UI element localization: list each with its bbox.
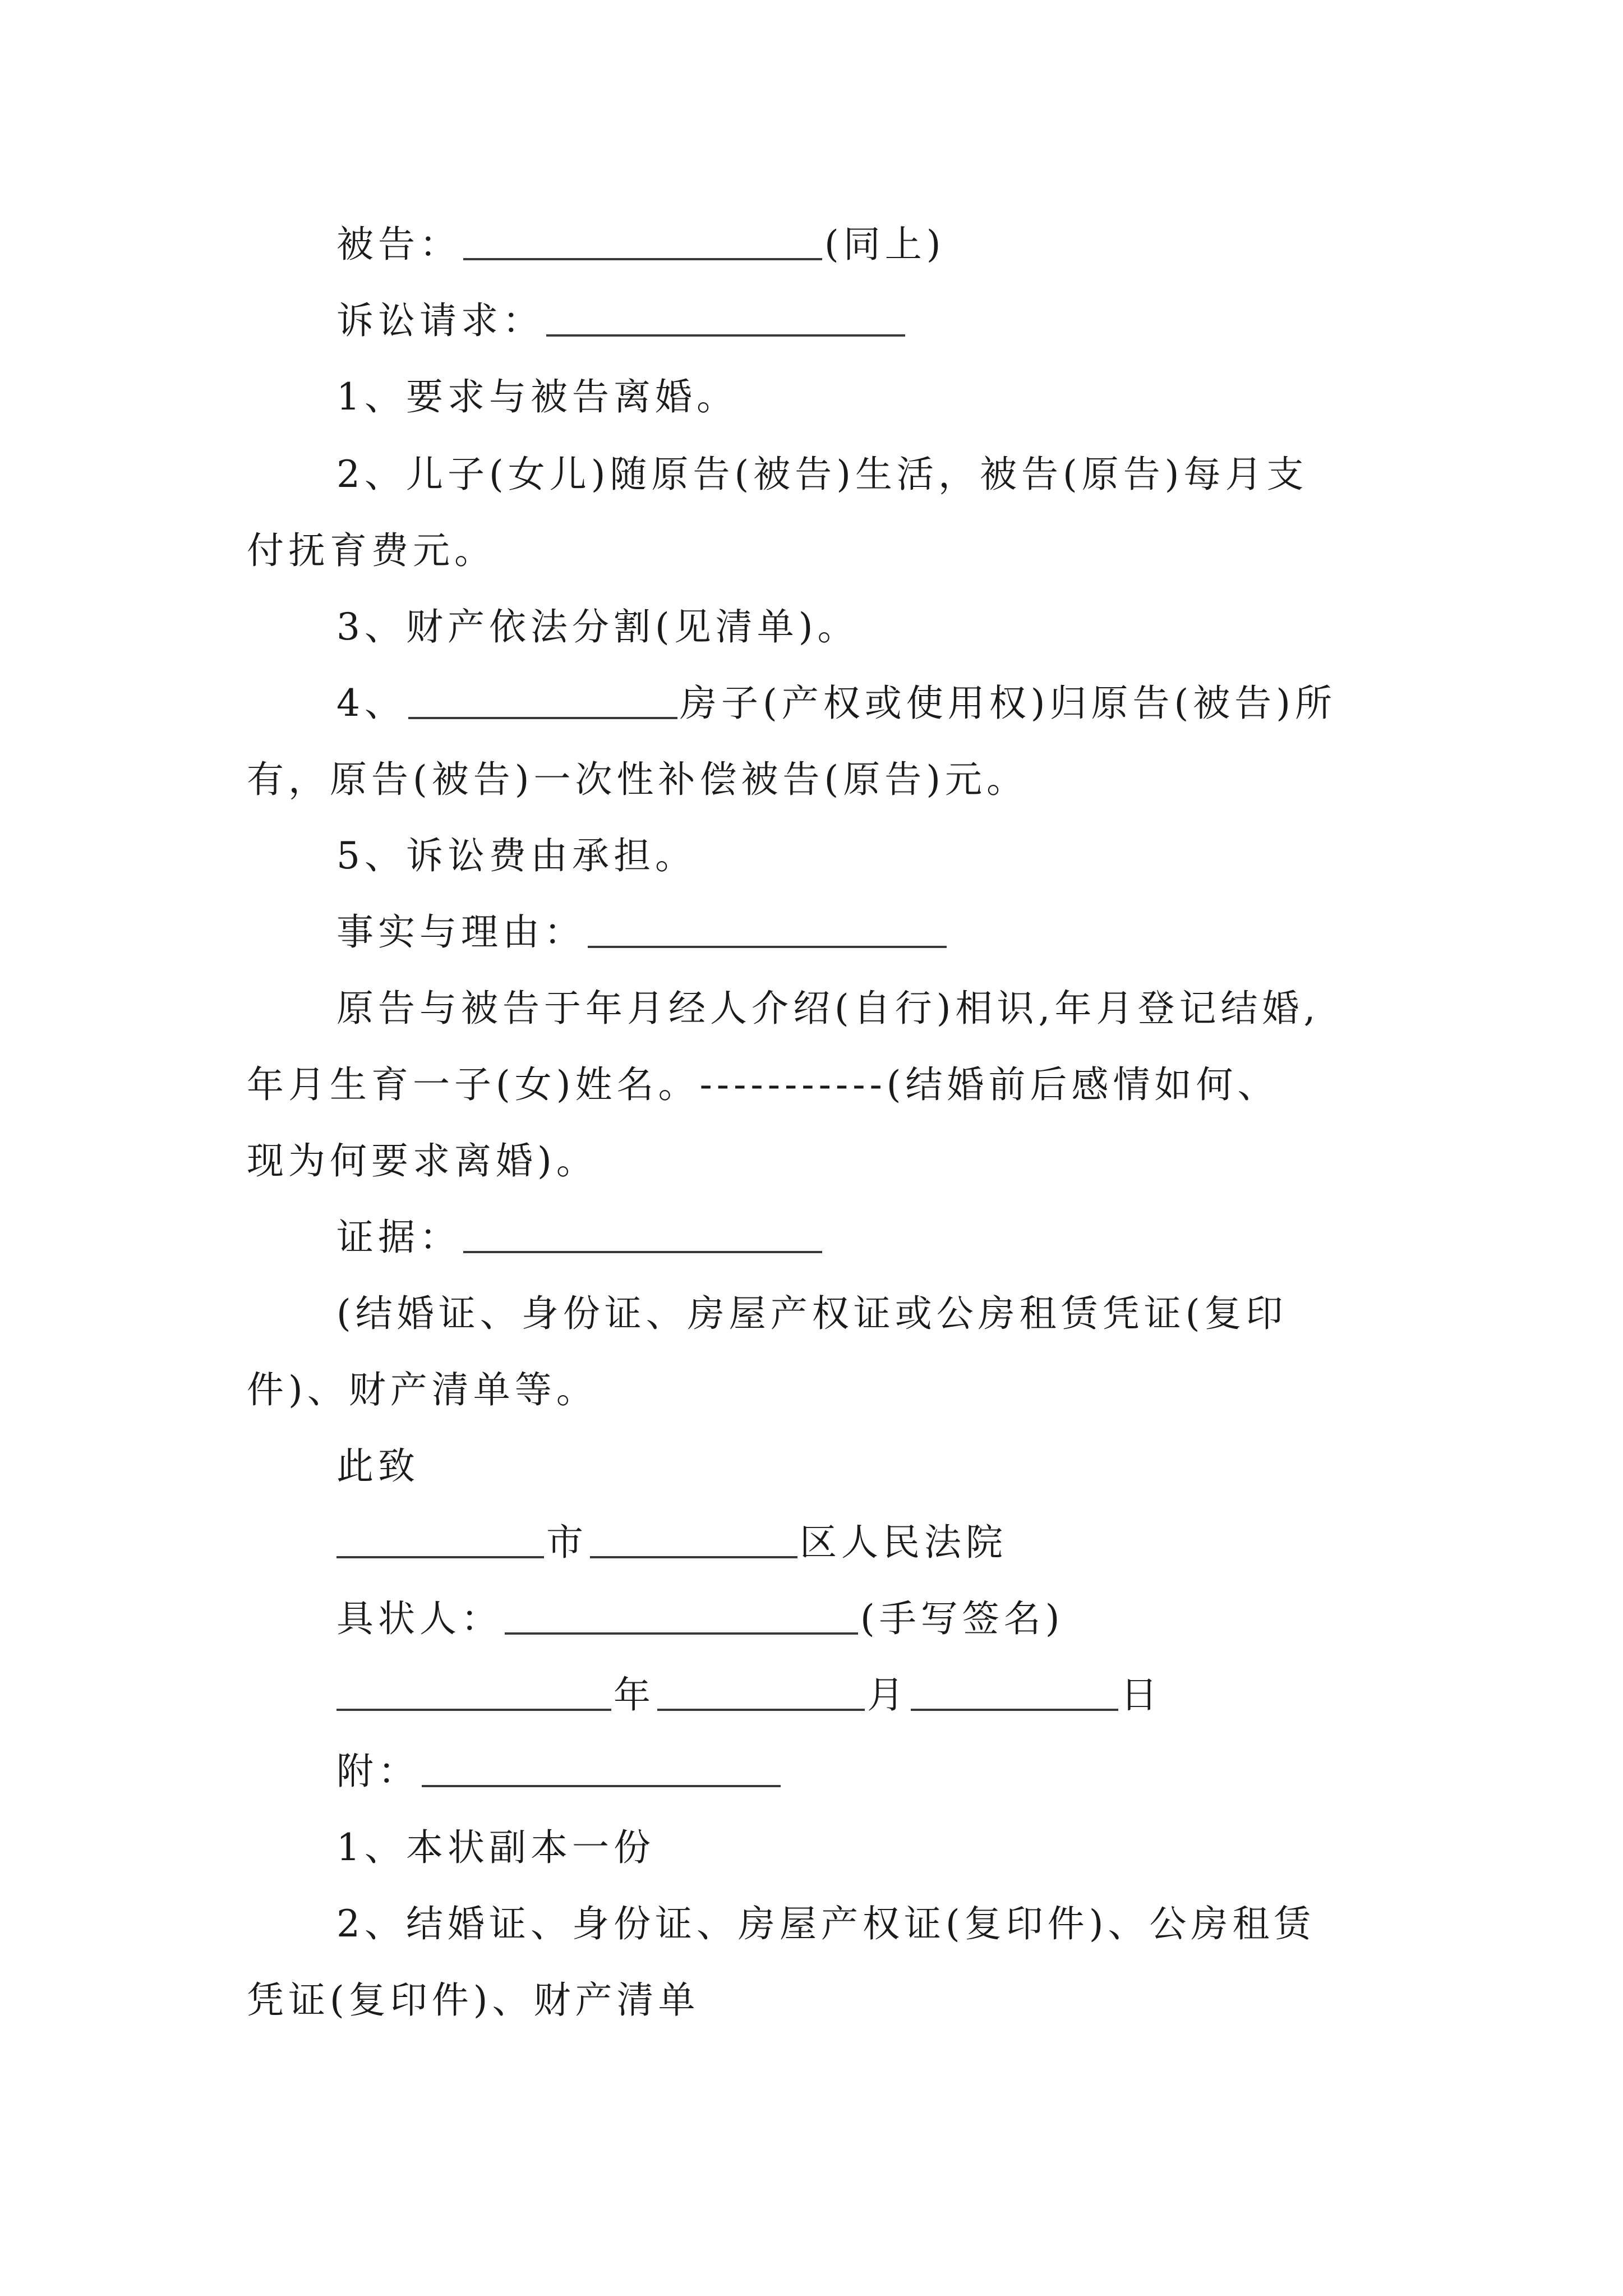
- month-blank: [657, 1709, 865, 1711]
- day-blank: [911, 1709, 1118, 1711]
- evidence-heading: [336, 1215, 824, 1260]
- claim-2-line-2: 付抚育费元。: [247, 529, 496, 572]
- claim-2-line-1: [336, 452, 1376, 497]
- defendant-label: 被告：: [336, 223, 461, 266]
- attachment-1: 1、本状副本一份: [336, 1826, 655, 1869]
- claim-4-line-2: 有，原告(被告)一次性补偿被告(原告)元。: [247, 758, 1028, 801]
- claims-blank: [546, 334, 905, 337]
- claims-label: 诉讼请求：: [336, 299, 544, 342]
- date-month-label: 月: [867, 1673, 909, 1717]
- date-day-label: 日: [1121, 1673, 1162, 1717]
- evidence-label: 证据：: [336, 1216, 461, 1259]
- facts-line-2: 年月生育一子(女)姓名。-----------(结婚前后感情如何、: [247, 1063, 1279, 1106]
- defendant-suffix: (同上): [824, 223, 946, 266]
- evidence-blank: [463, 1251, 822, 1253]
- attach-blank: [422, 1785, 781, 1787]
- defendant-line: [336, 222, 946, 267]
- claim-1: 1、要求与被告离婚。: [336, 375, 738, 418]
- date-line: [336, 1673, 1162, 1718]
- claim-4-blank: [408, 717, 677, 719]
- claim-4-prefix: 4、: [336, 682, 406, 725]
- evidence-line-2: 件)、财产清单等。: [247, 1368, 598, 1411]
- attachments-heading: [336, 1749, 783, 1794]
- court-line: [336, 1520, 1007, 1565]
- claim-4-suffix: 房子(产权或使用权)归原告(被告)所: [680, 682, 1336, 725]
- signer-blank: [505, 1632, 858, 1635]
- attachment-2-line-1: 2、结婚证、身份证、房屋产权证(复印件)、公房租赁: [336, 1902, 1316, 1945]
- court-city-label: 市: [546, 1521, 588, 1564]
- claim-4-line-1: [336, 681, 1336, 726]
- attachment-2-line-2: 凭证(复印件)、财产清单: [247, 1978, 700, 2022]
- facts-heading: [336, 910, 949, 955]
- attach-label: 附：: [336, 1750, 419, 1793]
- signer-label: 具状人：: [336, 1597, 502, 1640]
- year-blank: [336, 1709, 611, 1711]
- city-blank: [336, 1556, 544, 1558]
- facts-label: 事实与理由：: [336, 910, 585, 954]
- claim-5: 5、诉讼费由承担。: [336, 834, 697, 877]
- facts-line-1: 原告与被告于年月经人介绍(自行)相识,年月登记结婚,: [336, 987, 1320, 1030]
- claim-2-text: 2、儿子(女儿)随原告(被告)生活，被告(原告)每月支: [336, 453, 1308, 496]
- defendant-blank: [463, 258, 822, 260]
- evidence-line-1: (结婚证、身份证、房屋产权证或公房租赁凭证(复印: [336, 1292, 1288, 1335]
- claim-3: 3、财产依法分割(见清单)。: [336, 605, 859, 648]
- court-district-label: 区人民法院: [800, 1521, 1007, 1564]
- claims-heading: [336, 298, 907, 343]
- signer-line: [336, 1596, 1064, 1641]
- facts-blank: [588, 946, 947, 948]
- signer-suffix: (手写签名): [860, 1597, 1064, 1640]
- date-year-label: 年: [614, 1673, 655, 1717]
- facts-line-3: 现为何要求离婚)。: [247, 1139, 598, 1182]
- district-blank: [590, 1556, 797, 1558]
- salutation: 此致: [336, 1444, 419, 1488]
